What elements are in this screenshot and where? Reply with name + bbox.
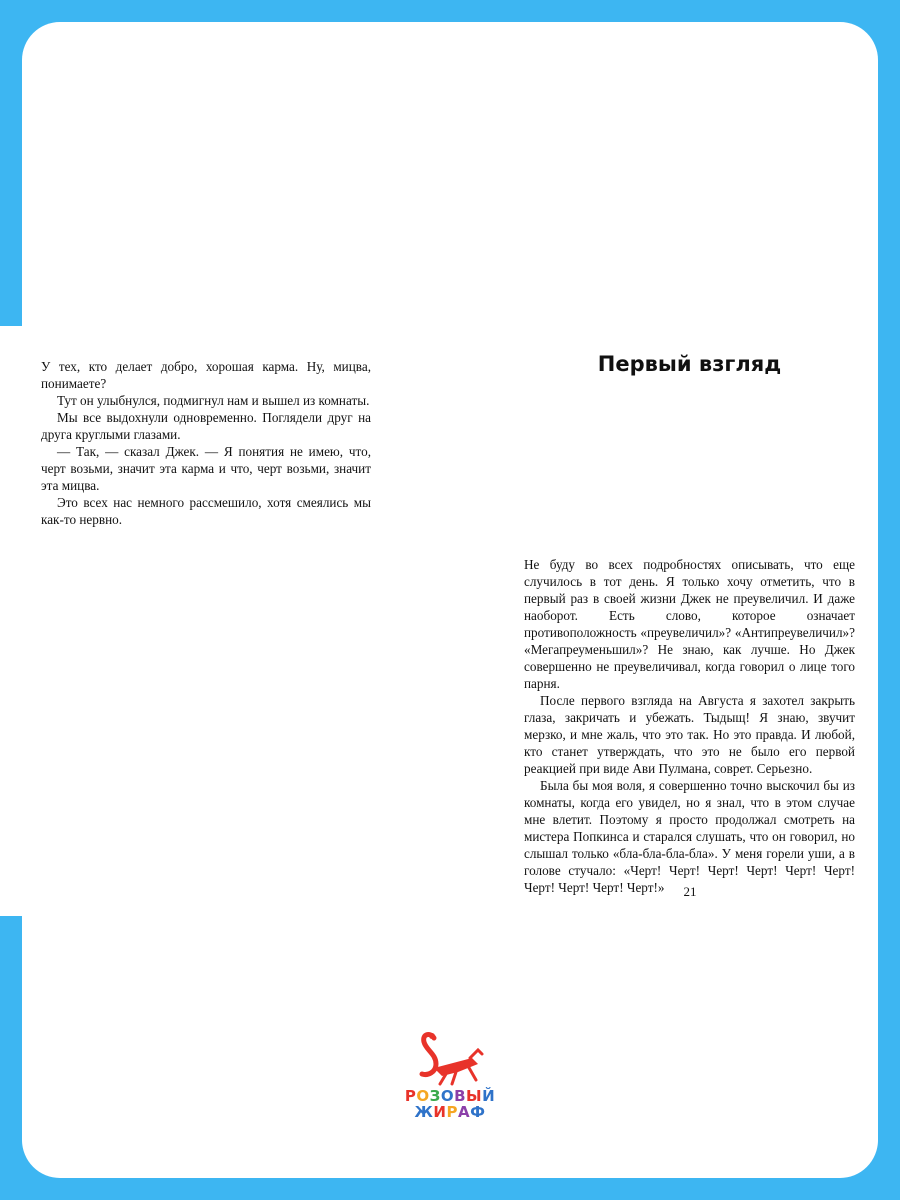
right-page bbox=[524, 556, 855, 896]
paragraph: Не буду во всех подробностях описывать, что еще случилось в тот день. Я только хочу отметить, что в первый раз в своей жизни Джек не преувеличил. И даже наоборот. Есть слово, которое означает противоположность «преувеличил»? «Антипреувеличил»? «Мегапреуменьшил»? Не знаю, как лучше. Но Джек совершенно не преувеличивал, когда говорил о лице того парня. bbox=[524, 557, 855, 691]
left-page bbox=[41, 358, 371, 528]
publisher-logo bbox=[400, 1030, 500, 1130]
giraffe-icon bbox=[412, 1030, 488, 1086]
logo-line-1: РОЗОВЫЙ bbox=[404, 1087, 496, 1105]
logo-line-2: ЖИРАФ bbox=[414, 1103, 486, 1121]
page-number: 21 bbox=[683, 884, 697, 899]
paragraph: У тех, кто делает добро, хорошая карма. Ну, мицва, понимаете? bbox=[41, 359, 371, 391]
chapter-title: Первый взгляд bbox=[597, 352, 782, 376]
logo-text bbox=[400, 1088, 500, 1120]
paragraph: — Так, — сказал Джек. — Я понятия не имею, что, черт возьми, значит эта карма и что, черт возьми, значит эта мицва. bbox=[41, 444, 371, 493]
paragraph: Это всех нас немного рассмешило, хотя смеялись мы как-то нервно. bbox=[41, 495, 371, 527]
paragraph: Тут он улыбнулся, подмигнул нам и вышел из комнаты. bbox=[57, 393, 370, 408]
paragraph: После первого взгляда на Августа я захотел закрыть глаза, закричать и убежать. Тыдыщ! Я знаю, звучит мерзко, и мне жаль, что это так. Но это правда. И любой, кто станет утверждать, что это не было его первой реакцией при виде Ави Пулмана, соврет. Серьезно. bbox=[524, 693, 855, 776]
paragraph: Мы все выдохнули одновременно. Поглядели друг на друга круглыми глазами. bbox=[41, 410, 371, 442]
paragraph: Была бы моя воля, я совершенно точно выскочил бы из комнаты, когда его увидел, но я знал, что в этом случае мне влетит. Поэтому я просто продолжал смотреть на мистера Попкинса и старался слушать, что он говорил, но слышал только «бла-бла-бла-бла». У меня горели уши, а в голове стучало: «Черт! Черт! Черт! Черт! Черт! Черт! Черт! Черт! Черт! Черт!» bbox=[524, 778, 855, 895]
left-page-edge bbox=[0, 326, 22, 916]
